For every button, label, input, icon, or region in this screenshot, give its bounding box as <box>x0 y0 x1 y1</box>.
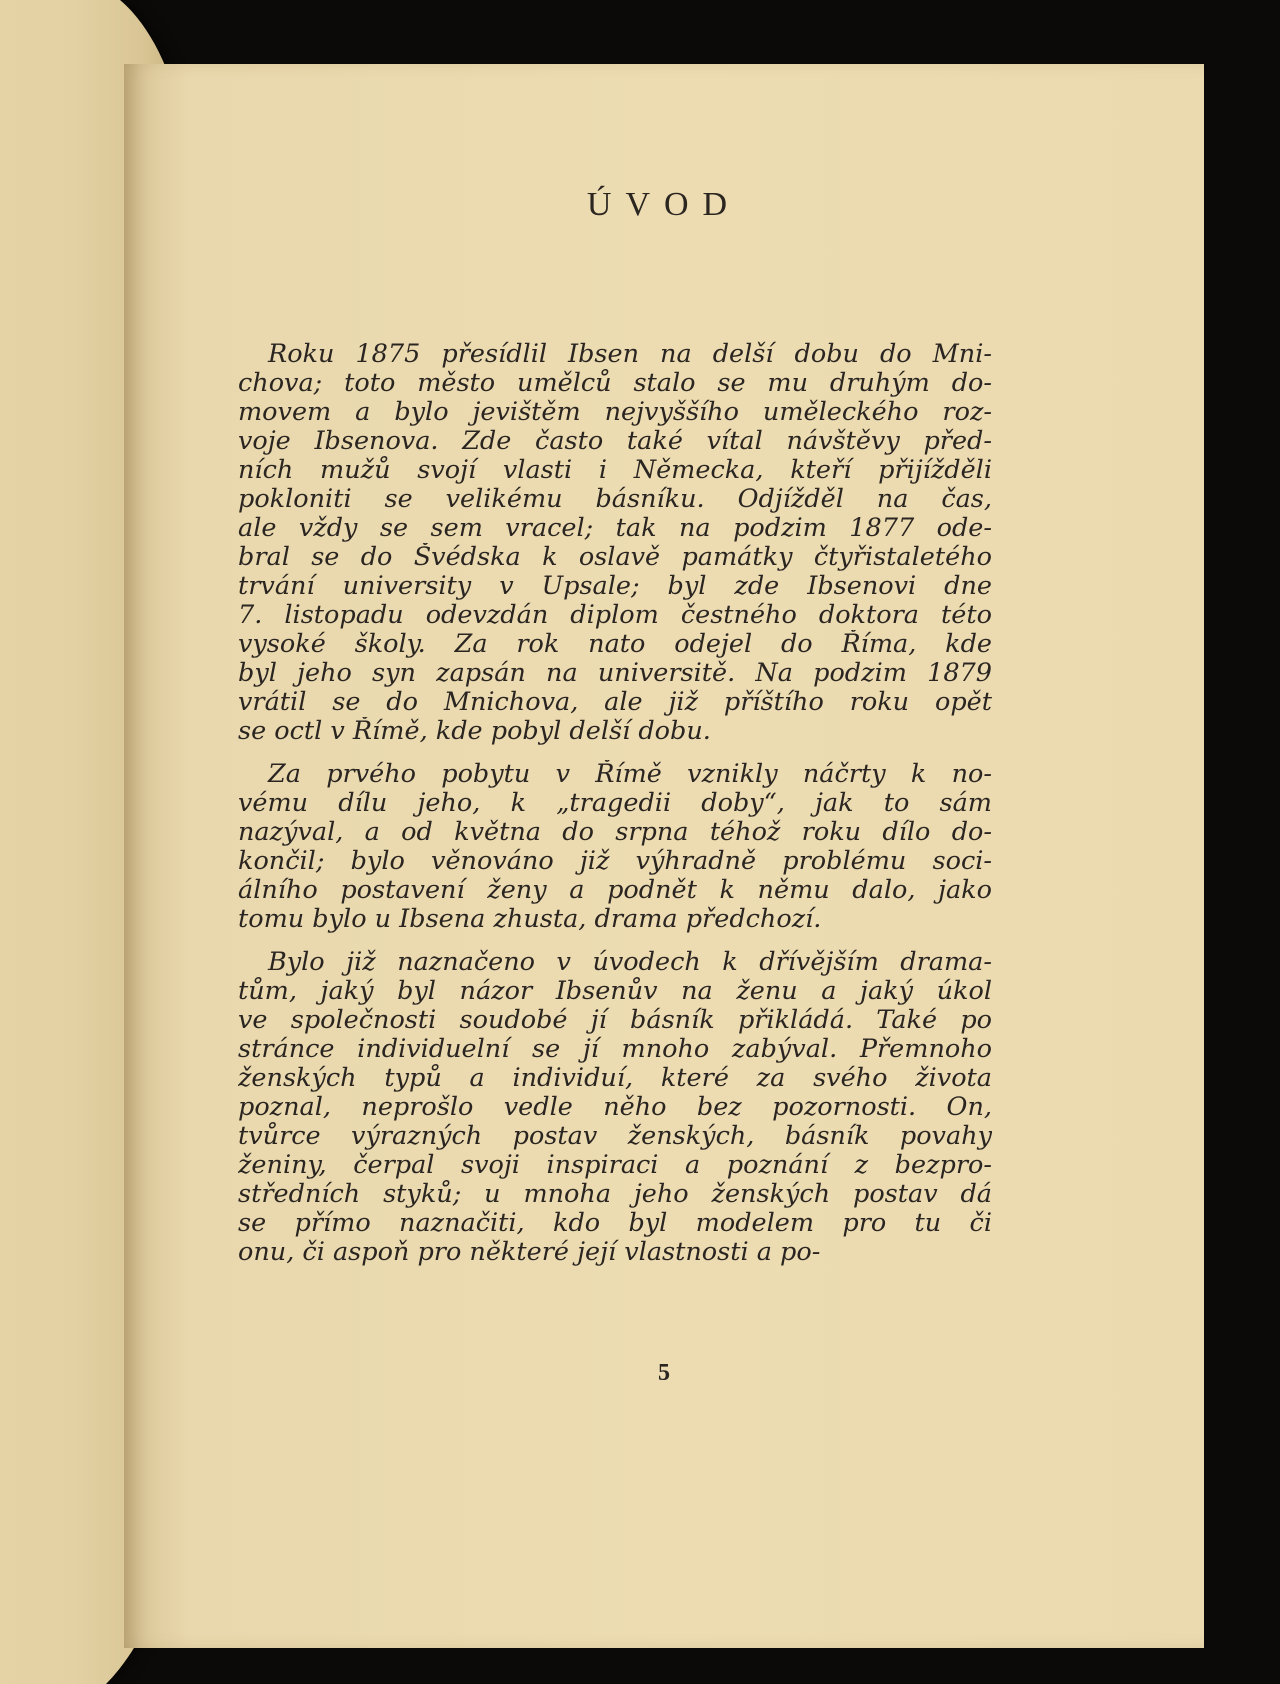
text-line: Roku 1875 přesídlil Ibsen na delší dobu do Mni- <box>268 340 992 369</box>
text-line: ženských typů a individuí, které za svého života <box>238 1064 992 1093</box>
page-number: 5 <box>658 1360 670 1386</box>
text-line: pokloniti se velikému básníku. Odjížděl na čas, <box>238 485 992 514</box>
text-line: movem a bylo jevištěm nejvyššího uměleckého roz- <box>238 398 992 427</box>
text-line: ženiny, čerpal svoji inspiraci a poznání z bezpro- <box>238 1151 992 1180</box>
text-line: končil; bylo věnováno již výhradně problému soci- <box>238 847 992 876</box>
text-line: poznal, neprošlo vedle něho bez pozornosti. On, <box>238 1093 992 1122</box>
text-line: stránce individuelní se jí mnoho zabýval. Přemnoho <box>238 1035 992 1064</box>
text-line: 7. listopadu odevzdán diplom čestného doktora této <box>238 601 992 630</box>
text-line: nazýval, a od května do srpna téhož roku dílo do- <box>238 818 992 847</box>
text-line: ale vždy se sem vracel; tak na podzim 1877 ode- <box>238 514 992 543</box>
chapter-heading: ÚVOD <box>586 186 742 223</box>
paragraph <box>238 948 992 1267</box>
text-line: Bylo již naznačeno v úvodech k dřívějším drama- <box>268 948 992 977</box>
text-line: Za prvého pobytu v Římě vznikly náčrty k no- <box>268 760 992 789</box>
text-line: ve společnosti soudobé jí básník přikládá. Také po <box>238 1006 992 1035</box>
text-line: ních mužů svojí vlasti i Německa, kteří přijížděli <box>238 456 992 485</box>
text-line: chova; toto město umělců stalo se mu druhým do- <box>238 369 992 398</box>
text-line: vému dílu jeho, k „tragedii doby“, jak to sám <box>238 789 992 818</box>
text-line: se octl v Římě, kde pobyl delší dobu. <box>238 717 711 746</box>
text-line: onu, či aspoň pro některé její vlastnosti a po- <box>238 1238 821 1267</box>
book-page <box>124 64 1204 1648</box>
body-text <box>238 340 992 1281</box>
text-line: tvůrce výrazných postav ženských, básník povahy <box>238 1122 992 1151</box>
text-line: tům, jaký byl názor Ibsenův na ženu a jaký úkol <box>238 977 992 1006</box>
text-line: byl jeho syn zapsán na universitě. Na podzim 1879 <box>238 659 992 688</box>
text-line: středních styků; u mnoha jeho ženských postav dá <box>238 1180 992 1209</box>
text-line: bral se do Švédska k oslavě památky čtyřistaletého <box>238 543 992 572</box>
text-line: álního postavení ženy a podnět k němu dalo, jako <box>238 876 992 905</box>
text-line: voje Ibsenova. Zde často také vítal návštěvy před- <box>238 427 992 456</box>
paragraph <box>238 760 992 934</box>
text-line: trvání university v Upsale; byl zde Ibsenovi dne <box>238 572 992 601</box>
paragraph <box>238 340 992 746</box>
text-line: vrátil se do Mnichova, ale již příštího roku opět <box>238 688 992 717</box>
text-line: vysoké školy. Za rok nato odejel do Říma, kde <box>238 630 992 659</box>
text-line: se přímo naznačiti, kdo byl modelem pro tu či <box>238 1209 992 1238</box>
text-line: tomu bylo u Ibsena zhusta, drama předchozí. <box>238 905 822 934</box>
